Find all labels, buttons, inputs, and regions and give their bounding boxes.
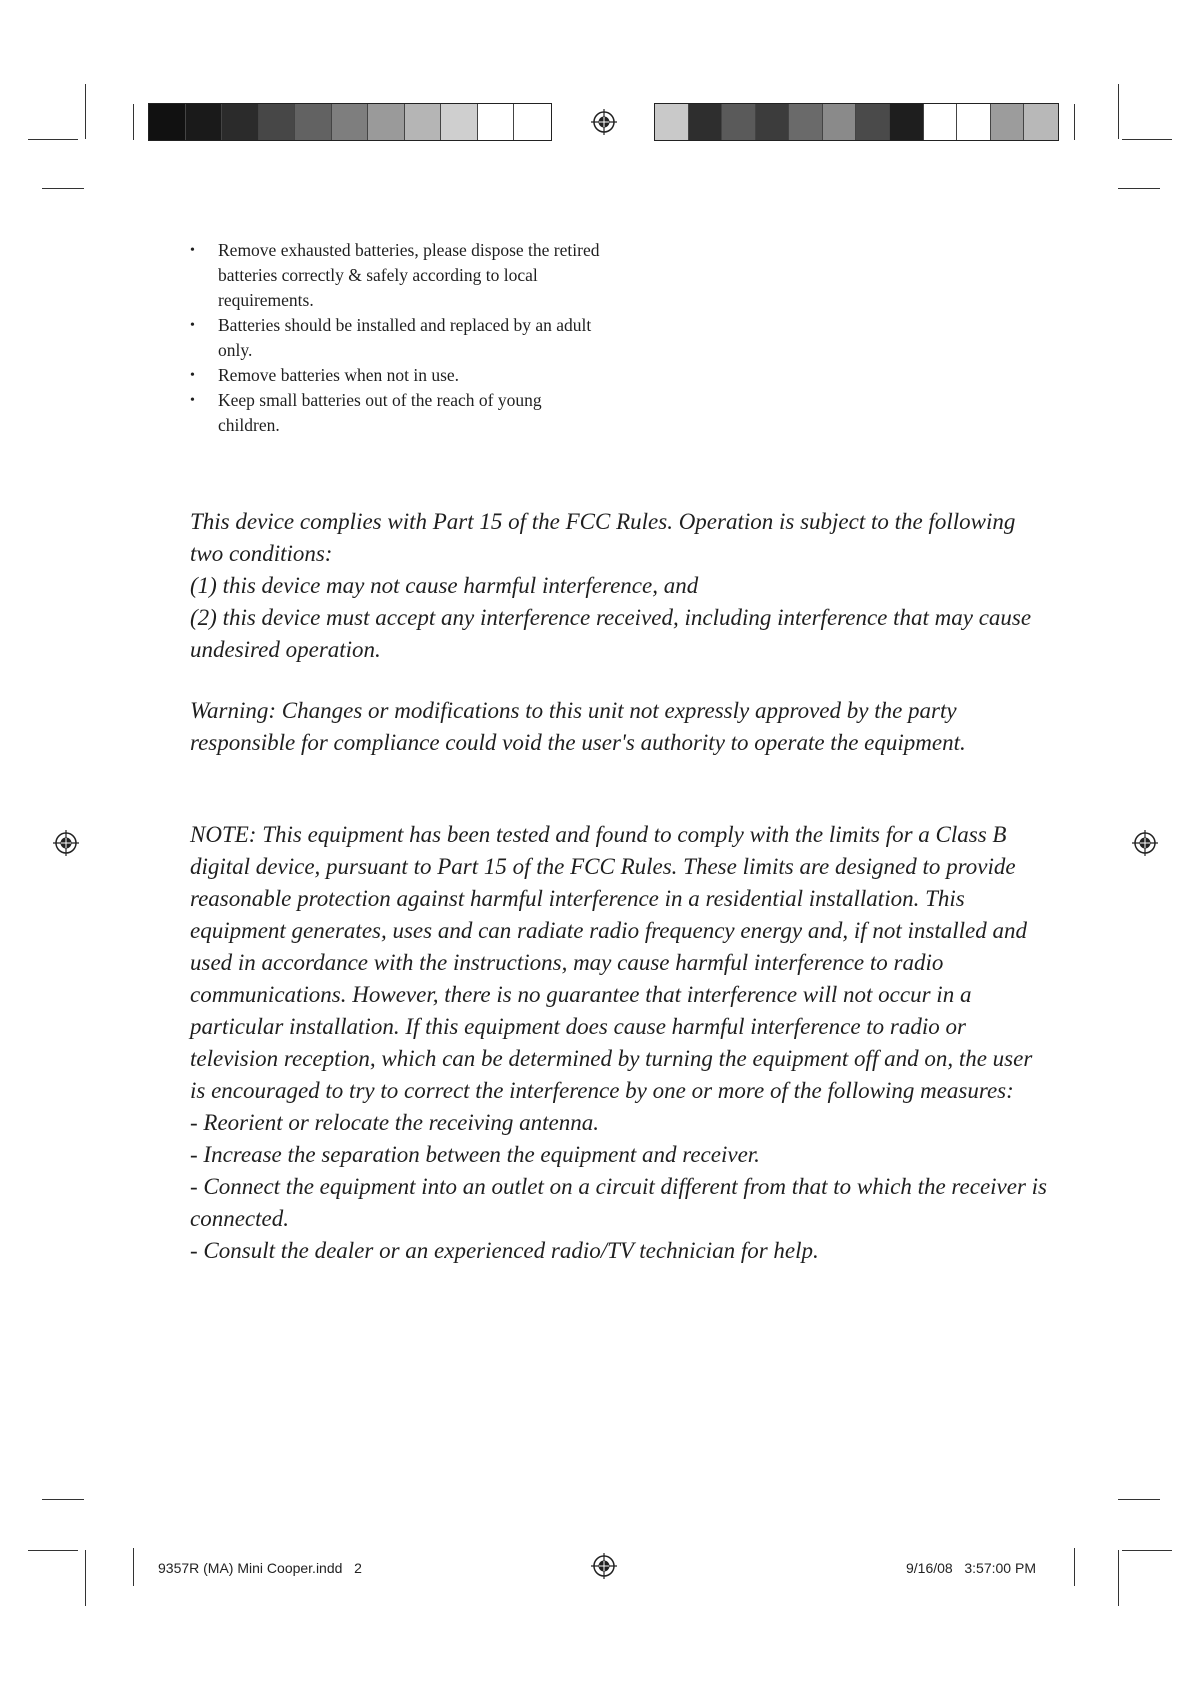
- registration-mark-icon: [53, 830, 79, 856]
- note-paragraph: [190, 819, 1050, 1267]
- crop-mark: [28, 1550, 78, 1551]
- crop-mark: [1122, 1550, 1172, 1551]
- calibration-swatch: [149, 104, 186, 140]
- list-item: • Remove exhausted batteries, please dispose the retired batteries correctly & safely according to local requirements.: [186, 238, 606, 313]
- crop-mark: [1118, 84, 1119, 139]
- battery-safety-list: [186, 238, 606, 438]
- fcc-intro: This device complies with Part 15 of the FCC Rules. Operation is subject to the following two conditions:: [190, 509, 1016, 566]
- list-item: • Keep small batteries out of the reach of young children.: [186, 388, 606, 438]
- crop-mark: [1118, 1499, 1160, 1500]
- fcc-compliance-statement: [190, 506, 1050, 666]
- warning-paragraph: [190, 695, 1050, 759]
- warning-text: Warning: Changes or modifications to this unit not expressly approved by the party responsible for compliance could void the user's authority to operate the equipment.: [190, 698, 966, 755]
- crop-mark: [1074, 1548, 1075, 1586]
- calibration-swatch: [789, 104, 823, 140]
- calibration-swatch: [478, 104, 515, 140]
- crop-mark: [1118, 188, 1160, 189]
- calibration-swatch: [295, 104, 332, 140]
- fcc-condition-1: (1) this device may not cause harmful interference, and: [190, 573, 699, 598]
- calibration-swatch: [991, 104, 1025, 140]
- crop-mark: [85, 84, 86, 139]
- crop-mark: [1074, 104, 1075, 140]
- registration-mark-icon: [591, 109, 617, 135]
- crop-mark: [1122, 139, 1172, 140]
- registration-mark-icon: [591, 1553, 617, 1579]
- color-calibration-bar-left: [148, 103, 552, 141]
- calibration-swatch: [722, 104, 756, 140]
- calibration-swatch: [655, 104, 689, 140]
- calibration-swatch: [332, 104, 369, 140]
- crop-mark: [85, 1550, 86, 1606]
- slug-file-name: 9357R (MA) Mini Cooper.indd 2: [158, 1560, 362, 1576]
- list-item: • Remove batteries when not in use.: [186, 363, 606, 388]
- calibration-swatch: [856, 104, 890, 140]
- calibration-swatch: [924, 104, 958, 140]
- calibration-swatch: [1024, 104, 1058, 140]
- note-measure: - Connect the equipment into an outlet on a circuit different from that to which the receiver is connected.: [190, 1174, 1048, 1231]
- fcc-condition-2: (2) this device must accept any interference received, including interference that may cause undesired operation.: [190, 605, 1032, 662]
- slug-timestamp: 9/16/08 3:57:00 PM: [906, 1560, 1036, 1576]
- calibration-swatch: [441, 104, 478, 140]
- color-calibration-bar-right: [654, 103, 1059, 141]
- calibration-swatch: [514, 104, 551, 140]
- crop-mark: [133, 1548, 134, 1586]
- note-measure: - Consult the dealer or an experienced radio/TV technician for help.: [190, 1238, 819, 1263]
- crop-mark: [42, 1499, 84, 1500]
- note-measure: - Reorient or relocate the receiving antenna.: [190, 1110, 599, 1135]
- calibration-swatch: [222, 104, 259, 140]
- calibration-swatch: [186, 104, 223, 140]
- calibration-swatch: [689, 104, 723, 140]
- calibration-swatch: [957, 104, 991, 140]
- calibration-swatch: [756, 104, 790, 140]
- calibration-swatch: [890, 104, 924, 140]
- calibration-swatch: [823, 104, 857, 140]
- crop-mark: [1118, 1550, 1119, 1606]
- crop-mark: [42, 188, 84, 189]
- calibration-swatch: [259, 104, 296, 140]
- calibration-swatch: [405, 104, 442, 140]
- note-body: NOTE: This equipment has been tested and found to comply with the limits for a Class B digital device, pursuant to Part 15 of the FCC Rules. These limits are designed to provide reasonable protection against harmful interference in a residential installation. This equipment generates, uses and can radiate radio frequency energy and, if not installed and used in accordance with the instructions, may cause harmful interference to radio communications. However, there is no guarantee that interference will not occur in a particular installation. If this equipment does cause harmful interference to radio or television reception, which can be determined by turning the equipment off and on, the user is encouraged to try to correct the interference by one or more of the following measures:: [190, 822, 1033, 1103]
- crop-mark: [28, 139, 78, 140]
- crop-mark: [133, 104, 134, 140]
- registration-mark-icon: [1132, 830, 1158, 856]
- list-item: • Batteries should be installed and replaced by an adult only.: [186, 313, 606, 363]
- note-measure: - Increase the separation between the equipment and receiver.: [190, 1142, 760, 1167]
- calibration-swatch: [368, 104, 405, 140]
